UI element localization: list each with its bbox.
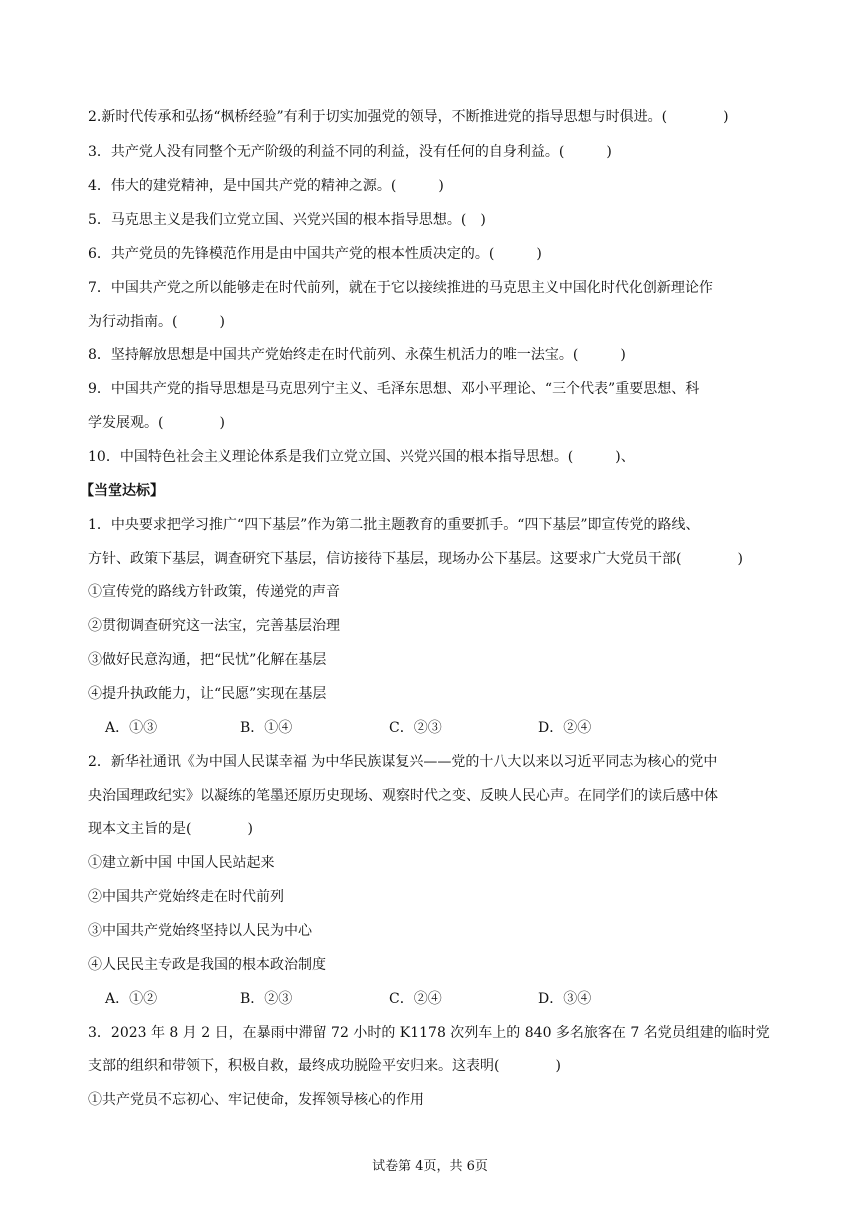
judgement-question-7-line1: 7．中国共产党之所以能够走在时代前列，就在于它以接续推进的马克思主义中国化时代化创新理论作: [88, 280, 713, 296]
mcq1-statement-3: ③做好民意沟通，把“民忧”化解在基层: [88, 652, 327, 668]
mcq1-option-a: A．①③: [105, 720, 158, 736]
judgement-question-9-line2: 学发展观。( ): [88, 415, 225, 431]
mcq2-option-d: D．③④: [538, 991, 592, 1007]
section-title: 【当堂达标】: [80, 483, 164, 499]
mcq3-stem-line1: 3．2023 年 8 月 2 日，在暴雨中滞留 72 小时的 K1178 次列车上的 840 多名旅客在 7 名党员组建的临时党: [88, 1025, 770, 1041]
mcq2-option-a: A．①②: [105, 991, 158, 1007]
page-footer: 试卷第 4页，共 6页: [372, 1159, 488, 1174]
mcq2-option-c: C．②④: [389, 991, 442, 1007]
judgement-question-2: 2.新时代传承和弘扬“枫桥经验”有利于切实加强党的领导，不断推进党的指导思想与时俱进。( ): [88, 109, 729, 125]
mcq2-statement-3: ③中国共产党始终坚持以人民为中心: [88, 923, 312, 939]
mcq3-statement-1: ①共产党员不忘初心、牢记使命，发挥领导核心的作用: [88, 1092, 424, 1108]
mcq1-option-d: D．②④: [538, 720, 592, 736]
mcq2-stem-line2: 央治国理政纪实》以凝练的笔墨还原历史现场、观察时代之变、反映人民心声。在同学们的读后感中体: [88, 788, 718, 804]
mcq1-statement-2: ②贯彻调查研究这一法宝，完善基层治理: [88, 618, 340, 634]
mcq1-statement-1: ①宣传党的路线方针政策，传递党的声音: [88, 584, 340, 600]
mcq1-stem-line2: 方针、政策下基层，调查研究下基层，信访接待下基层，现场办公下基层。这要求广大党员干部( ): [88, 551, 743, 567]
mcq2-option-b: B．②③: [240, 991, 293, 1007]
judgement-question-5: 5．马克思主义是我们立党立国、兴党兴国的根本指导思想。( ): [88, 212, 486, 228]
judgement-question-3: 3．共产党人没有同整个无产阶级的利益不同的利益，没有任何的自身利益。( ): [88, 144, 612, 160]
judgement-question-8: 8．坚持解放思想是中国共产党始终走在时代前列、永葆生机活力的唯一法宝。( ): [88, 347, 626, 363]
mcq1-option-c: C．②③: [389, 720, 442, 736]
judgement-question-7-line2: 为行动指南。( ): [88, 314, 225, 330]
mcq2-statement-2: ②中国共产党始终走在时代前列: [88, 889, 284, 905]
judgement-question-4: 4．伟大的建党精神，是中国共产党的精神之源。( ): [88, 178, 444, 194]
mcq2-statement-4: ④人民民主专政是我国的根本政治制度: [88, 957, 326, 973]
mcq2-statement-1: ①建立新中国 中国人民站起来: [88, 855, 275, 871]
judgement-question-10: 10．中国特色社会主义理论体系是我们立党立国、兴党兴国的根本指导思想。( )、: [88, 449, 635, 465]
mcq3-stem-line2: 支部的组织和带领下，积极自救，最终成功脱险平安归来。这表明( ): [88, 1058, 561, 1074]
mcq1-stem-line1: 1．中央要求把学习推广“四下基层”作为第二批主题教育的重要抓手。“四下基层”即宣传党的路线、: [88, 517, 700, 533]
mcq1-option-b: B．①④: [240, 720, 293, 736]
judgement-question-9-line1: 9．中国共产党的指导思想是马克思列宁主义、毛泽东思想、邓小平理论、“三个代表”重要思想、科: [88, 381, 700, 397]
judgement-question-6: 6．共产党员的先锋模范作用是由中国共产党的根本性质决定的。( ): [88, 246, 542, 262]
mcq2-stem-line3: 现本文主旨的是( ): [88, 821, 253, 837]
mcq1-statement-4: ④提升执政能力，让“民愿”实现在基层: [88, 686, 327, 702]
mcq2-stem-line1: 2．新华社通讯《为中国人民谋幸福 为中华民族谋复兴——党的十八大以来以习近平同志为核心的党中: [88, 754, 718, 770]
